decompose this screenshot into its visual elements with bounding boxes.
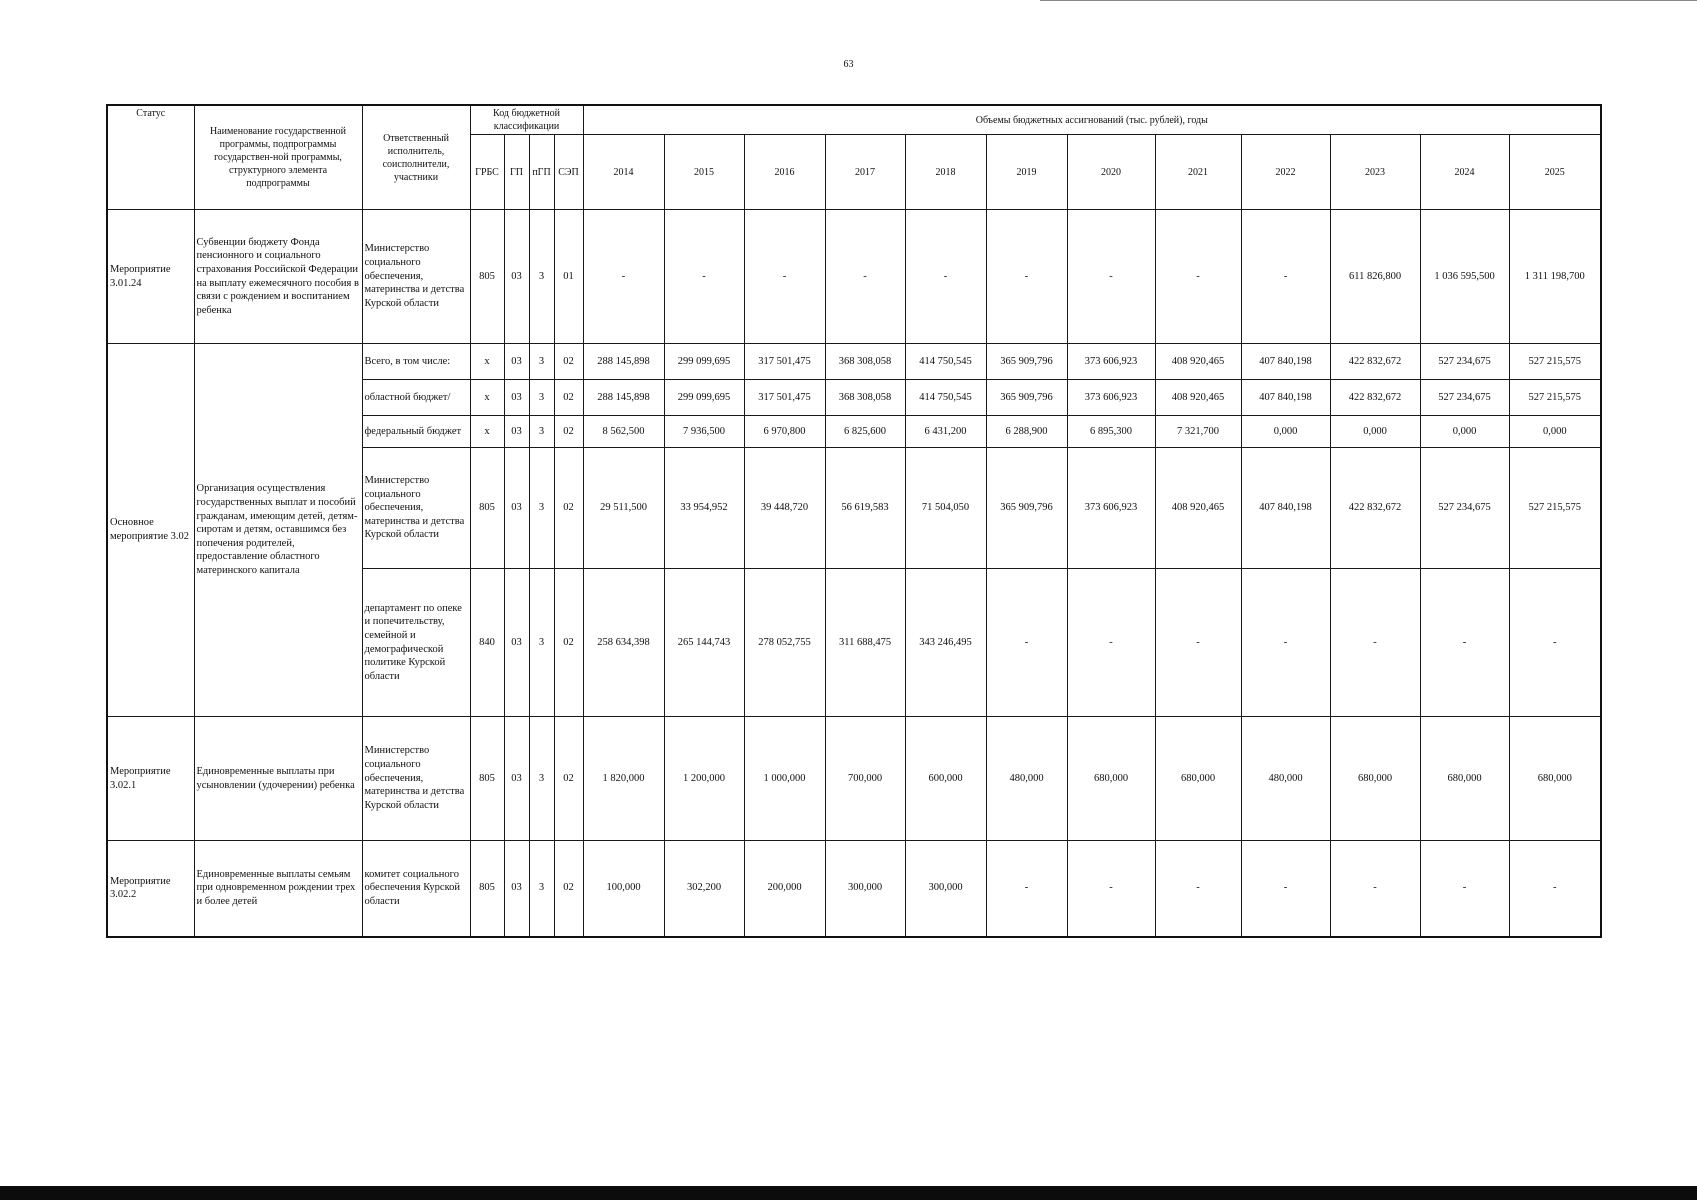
code-cell: 805 (470, 448, 504, 569)
value-cell: 265 144,743 (664, 569, 744, 717)
table-row (107, 841, 1601, 937)
code-cell: x (470, 344, 504, 380)
value-cell: - (825, 210, 905, 344)
header-year: 2023 (1330, 135, 1420, 210)
row-executor: Всего, в том числе: (362, 344, 470, 380)
value-cell: 368 308,058 (825, 380, 905, 416)
header-status: Статус (107, 105, 194, 210)
value-cell: 527 234,675 (1420, 344, 1509, 380)
value-cell: 302,200 (664, 841, 744, 937)
value-cell: - (1330, 841, 1420, 937)
value-cell: 1 036 595,500 (1420, 210, 1509, 344)
code-cell: 840 (470, 569, 504, 717)
value-cell: - (1509, 569, 1601, 717)
code-cell: 03 (504, 416, 529, 448)
value-cell: 71 504,050 (905, 448, 986, 569)
header-volumes: Объемы бюджетных ассигнований (тыс. рублей), годы (583, 105, 1601, 135)
value-cell: 317 501,475 (744, 380, 825, 416)
code-cell: x (470, 380, 504, 416)
value-cell: 373 606,923 (1067, 344, 1155, 380)
value-cell: 288 145,898 (583, 380, 664, 416)
value-cell: 1 200,000 (664, 717, 744, 841)
value-cell: 480,000 (986, 717, 1067, 841)
value-cell: - (1067, 841, 1155, 937)
value-cell: 422 832,672 (1330, 380, 1420, 416)
row-name: Организация осуществления государственных выплат и пособий гражданам, имеющим детей, детям-сиротам и детям, оставшимся без попечения родителей, предоставление областного материнского капитала (194, 344, 362, 717)
value-cell: 33 954,952 (664, 448, 744, 569)
header-row-1 (107, 105, 1601, 135)
value-cell: 365 909,796 (986, 380, 1067, 416)
value-cell: 317 501,475 (744, 344, 825, 380)
code-cell: 03 (504, 841, 529, 937)
value-cell: 373 606,923 (1067, 448, 1155, 569)
value-cell: 480,000 (1241, 717, 1330, 841)
code-cell: 3 (529, 210, 554, 344)
code-cell: 02 (554, 717, 583, 841)
value-cell: 600,000 (905, 717, 986, 841)
table-row (107, 210, 1601, 344)
header-code-pgp: пГП (529, 135, 554, 210)
value-cell: 288 145,898 (583, 344, 664, 380)
value-cell: 300,000 (905, 841, 986, 937)
header-code-group: Код бюджетной классификации (470, 105, 583, 135)
value-cell: - (905, 210, 986, 344)
value-cell: 422 832,672 (1330, 344, 1420, 380)
value-cell: 408 920,465 (1155, 380, 1241, 416)
value-cell: 414 750,545 (905, 344, 986, 380)
value-cell: 414 750,545 (905, 380, 986, 416)
value-cell: 6 288,900 (986, 416, 1067, 448)
value-cell: 408 920,465 (1155, 344, 1241, 380)
code-cell: 3 (529, 416, 554, 448)
value-cell: 299 099,695 (664, 380, 744, 416)
value-cell: - (1330, 569, 1420, 717)
value-cell: 6 431,200 (905, 416, 986, 448)
value-cell: 1 820,000 (583, 717, 664, 841)
value-cell: 311 688,475 (825, 569, 905, 717)
row-status: Мероприятие 3.02.2 (107, 841, 194, 937)
value-cell: 258 634,398 (583, 569, 664, 717)
row-executor: комитет социального обеспечения Курской области (362, 841, 470, 937)
code-cell: 03 (504, 380, 529, 416)
value-cell: 680,000 (1420, 717, 1509, 841)
code-cell: 02 (554, 380, 583, 416)
value-cell: 56 619,583 (825, 448, 905, 569)
value-cell: 407 840,198 (1241, 344, 1330, 380)
value-cell: 29 511,500 (583, 448, 664, 569)
value-cell: 700,000 (825, 717, 905, 841)
header-code-grbs: ГРБС (470, 135, 504, 210)
code-cell: 02 (554, 569, 583, 717)
header-year: 2017 (825, 135, 905, 210)
header-code-gp: ГП (504, 135, 529, 210)
value-cell: 368 308,058 (825, 344, 905, 380)
value-cell: 611 826,800 (1330, 210, 1420, 344)
code-cell: 03 (504, 344, 529, 380)
code-cell: 02 (554, 416, 583, 448)
row-executor: Министерство социального обеспечения, материнства и детства Курской области (362, 448, 470, 569)
header-year: 2015 (664, 135, 744, 210)
value-cell: 6 825,600 (825, 416, 905, 448)
value-cell: 6 895,300 (1067, 416, 1155, 448)
value-cell: 300,000 (825, 841, 905, 937)
value-cell: - (1509, 841, 1601, 937)
value-cell: 527 215,575 (1509, 344, 1601, 380)
value-cell: 299 099,695 (664, 344, 744, 380)
header-year: 2016 (744, 135, 825, 210)
code-cell: 03 (504, 569, 529, 717)
value-cell: - (1420, 569, 1509, 717)
header-year: 2021 (1155, 135, 1241, 210)
value-cell: 680,000 (1509, 717, 1601, 841)
value-cell: 100,000 (583, 841, 664, 937)
code-cell: 02 (554, 448, 583, 569)
row-executor: Министерство социального обеспечения, материнства и детства Курской области (362, 210, 470, 344)
code-cell: 805 (470, 841, 504, 937)
table-row (107, 717, 1601, 841)
scan-edge-line (1040, 0, 1697, 1)
page-number: 63 (843, 59, 854, 70)
value-cell: - (986, 841, 1067, 937)
value-cell: 7 321,700 (1155, 416, 1241, 448)
value-cell: - (1241, 210, 1330, 344)
value-cell: 8 562,500 (583, 416, 664, 448)
value-cell: 343 246,495 (905, 569, 986, 717)
table-row (107, 344, 1601, 380)
budget-table (106, 104, 1602, 938)
value-cell: 407 840,198 (1241, 448, 1330, 569)
value-cell: - (1420, 841, 1509, 937)
value-cell: - (664, 210, 744, 344)
value-cell: 365 909,796 (986, 344, 1067, 380)
value-cell: 7 936,500 (664, 416, 744, 448)
value-cell: - (1155, 569, 1241, 717)
value-cell: 1 311 198,700 (1509, 210, 1601, 344)
row-name: Субвенции бюджету Фонда пенсионного и социального страхования Российской Федерации на выплату ежемесячного пособия в связи с рождением и воспитанием ребенка (194, 210, 362, 344)
code-cell: 805 (470, 210, 504, 344)
value-cell: 1 000,000 (744, 717, 825, 841)
scan-bottom-edge (0, 1186, 1697, 1200)
value-cell: 527 215,575 (1509, 380, 1601, 416)
header-year: 2024 (1420, 135, 1509, 210)
value-cell: - (1155, 210, 1241, 344)
header-year: 2019 (986, 135, 1067, 210)
value-cell: 373 606,923 (1067, 380, 1155, 416)
header-name: Наименование государственной программы, подпрограммы государствен-ной программы, структурного элемента подпрограммы (194, 105, 362, 210)
header-executor: Ответственный исполнитель, соисполнители, участники (362, 105, 470, 210)
value-cell: 6 970,800 (744, 416, 825, 448)
value-cell: 0,000 (1420, 416, 1509, 448)
value-cell: - (583, 210, 664, 344)
value-cell: 365 909,796 (986, 448, 1067, 569)
row-status: Основное мероприятие 3.02 (107, 344, 194, 717)
value-cell: 422 832,672 (1330, 448, 1420, 569)
value-cell: - (1067, 569, 1155, 717)
value-cell: 408 920,465 (1155, 448, 1241, 569)
value-cell: - (1241, 841, 1330, 937)
row-status: Мероприятие 3.01.24 (107, 210, 194, 344)
row-name: Единовременные выплаты семьям при одновременном рождении трех и более детей (194, 841, 362, 937)
header-year: 2025 (1509, 135, 1601, 210)
value-cell: 527 215,575 (1509, 448, 1601, 569)
value-cell: 527 234,675 (1420, 380, 1509, 416)
value-cell: 0,000 (1330, 416, 1420, 448)
code-cell: 01 (554, 210, 583, 344)
header-year: 2014 (583, 135, 664, 210)
value-cell: 407 840,198 (1241, 380, 1330, 416)
row-executor: департамент по опеке и попечительству, семейной и демографической политике Курской области (362, 569, 470, 717)
value-cell: - (744, 210, 825, 344)
code-cell: 3 (529, 717, 554, 841)
row-status: Мероприятие 3.02.1 (107, 717, 194, 841)
code-cell: 805 (470, 717, 504, 841)
value-cell: 200,000 (744, 841, 825, 937)
code-cell: 03 (504, 210, 529, 344)
row-executor: Министерство социального обеспечения, материнства и детства Курской области (362, 717, 470, 841)
value-cell: - (986, 569, 1067, 717)
code-cell: 02 (554, 344, 583, 380)
value-cell: 680,000 (1330, 717, 1420, 841)
code-cell: 3 (529, 448, 554, 569)
value-cell: 39 448,720 (744, 448, 825, 569)
value-cell: - (1155, 841, 1241, 937)
code-cell: 03 (504, 448, 529, 569)
header-code-sep: СЭП (554, 135, 583, 210)
value-cell: 278 052,755 (744, 569, 825, 717)
code-cell: 03 (504, 717, 529, 841)
value-cell: 0,000 (1509, 416, 1601, 448)
code-cell: 3 (529, 569, 554, 717)
row-executor: федеральный бюджет (362, 416, 470, 448)
value-cell: - (1067, 210, 1155, 344)
row-name: Единовременные выплаты при усыновлении (удочерении) ребенка (194, 717, 362, 841)
header-year: 2018 (905, 135, 986, 210)
value-cell: 527 234,675 (1420, 448, 1509, 569)
code-cell: 3 (529, 841, 554, 937)
code-cell: 3 (529, 344, 554, 380)
code-cell: 02 (554, 841, 583, 937)
header-year: 2022 (1241, 135, 1330, 210)
value-cell: - (1241, 569, 1330, 717)
header-year: 2020 (1067, 135, 1155, 210)
value-cell: 680,000 (1067, 717, 1155, 841)
code-cell: x (470, 416, 504, 448)
value-cell: - (986, 210, 1067, 344)
code-cell: 3 (529, 380, 554, 416)
row-executor: областной бюджет/ (362, 380, 470, 416)
value-cell: 0,000 (1241, 416, 1330, 448)
value-cell: 680,000 (1155, 717, 1241, 841)
